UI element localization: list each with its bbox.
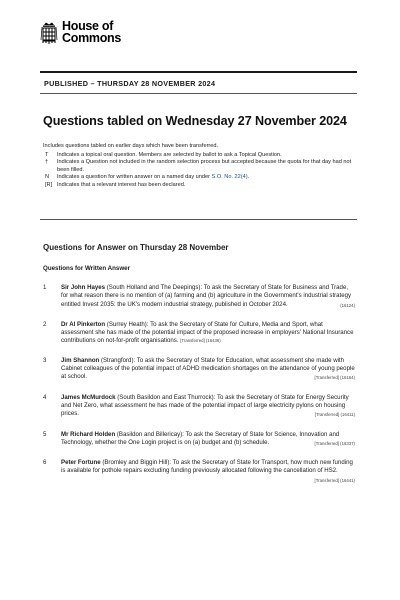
member-constituency: (Basildon and Billericay): [115, 430, 186, 438]
section-heading: Questions for Answer on Thursday 28 November [43, 243, 229, 252]
legend-divider [40, 219, 357, 220]
question-text: To ask the Secretary of State for Science, Innovation and Technology, whether the One Login project is on (a) budget and (b) schedule. [61, 430, 340, 446]
legend-symbol: N [45, 174, 50, 181]
question-number: 5 [43, 430, 47, 438]
member-constituency: (South Basildon and East Thurrock): [115, 393, 217, 401]
legend-item [43, 182, 353, 190]
question-item [43, 431, 355, 449]
question-body [61, 394, 355, 420]
member-name: James McMurdock [61, 393, 116, 401]
question-reference: [Transferred] (16436) [180, 338, 221, 344]
question-reference: [Transferred] (16411) [314, 412, 355, 418]
portcullis-icon [40, 22, 58, 46]
question-body [61, 357, 355, 383]
question-text: To ask the Secretary of State for Energy Security and Net Zero, what assessment he has made of the potential impact of large electricity pylons on housing prices. [61, 393, 349, 418]
member-constituency: (South Holland and The Deepings): [105, 284, 204, 291]
legend-symbol: T [45, 151, 49, 158]
question-number: 2 [43, 320, 47, 328]
question-number: 6 [43, 459, 47, 467]
question-reference: [Transferred] (16337) [314, 440, 355, 446]
legend-text: Indicates a Question not included in the random selection process but accepted because the quota for that day had not been filled. [57, 159, 352, 173]
top-rule [40, 71, 357, 73]
header-divider [40, 93, 357, 94]
member-name: Sir John Hayes [61, 284, 106, 291]
logo-line-2: Commons [62, 31, 122, 45]
question-body [61, 284, 355, 310]
question-reference: (16124) [340, 302, 355, 308]
question-item [43, 357, 355, 383]
legend-text: Indicates that a relevant interest has been declared. [57, 181, 186, 188]
question-item [43, 321, 355, 346]
question-reference: [Transferred] (16164) [314, 375, 355, 381]
house-of-commons-logo [40, 20, 121, 46]
question-item [43, 459, 355, 485]
member-name: Dr Al Pinkerton [61, 320, 106, 328]
question-text: To ask the Secretary of State for Education, what assessment she made with Cabinet colleagues of the potential impact of ADHD medication shortages on the attendance of young people at school. [61, 356, 355, 381]
published-date: PUBLISHED – THURSDAY 28 NOVEMBER 2024 [44, 79, 216, 88]
question-number: 1 [43, 284, 47, 291]
member-name: Jim Shannon [61, 356, 100, 364]
legend-text-suffix: . [247, 174, 250, 181]
question-body [61, 431, 355, 449]
legend-symbol: [R] [45, 181, 53, 188]
question-number: 4 [43, 393, 47, 401]
legend-item [43, 152, 353, 160]
question-item [43, 284, 355, 310]
legend-item [43, 159, 353, 174]
question-number: 3 [43, 356, 47, 364]
question-text: To ask the Secretary of State for Business and Trade, for what reason there is no mention of (a) farming and (b) agriculture in the Government's industrial strategy entitled Invest 2035: the UK's modern industrial strategy, published in October 2024. [61, 284, 352, 308]
member-constituency: (Strangford): [99, 356, 137, 364]
member-name: Mr Richard Holden [61, 430, 116, 438]
member-constituency: (Bromley and Biggin Hill): [100, 459, 173, 467]
legend-symbol: † [45, 159, 49, 166]
legend-intro: Includes questions tabled on earlier days which have been transferred. [43, 143, 219, 149]
question-list [43, 284, 355, 485]
section-subheading: Questions for Written Answer [43, 265, 130, 272]
member-constituency: (Surrey Heath): [105, 320, 151, 328]
question-reference: [Transferred] (16441) [314, 477, 355, 483]
logo-line-1: House of [62, 19, 114, 33]
logo-wordmark [62, 20, 121, 44]
question-item [43, 394, 355, 420]
legend-text: Indicates a topical oral question. Members are selected by ballot to ask a Topical Question. [57, 151, 282, 158]
symbol-legend [43, 143, 353, 190]
page-title: Questions tabled on Wednesday 27 November 2024 [43, 114, 347, 128]
question-body [61, 459, 355, 485]
question-text: To ask the Secretary of State for Culture, Media and Sport, what assessment she has made of the potential impact of the proposed increase in employers' National Insurance contributions on not-for-profit organisations. [61, 320, 354, 345]
standing-order-link[interactable]: S.O. No. 22(4) [211, 174, 248, 181]
legend-text-part: Indicates a question for written answer on a named day under [57, 174, 212, 181]
legend-text [57, 174, 353, 182]
member-name: Peter Fortune [61, 459, 101, 467]
question-text: To ask the Secretary of State for Transport, how much new funding is available for pothole repairs excluding funding previously allocated following the cancellation of HS2. [61, 459, 353, 475]
question-body [61, 321, 355, 346]
legend-item [43, 174, 353, 182]
